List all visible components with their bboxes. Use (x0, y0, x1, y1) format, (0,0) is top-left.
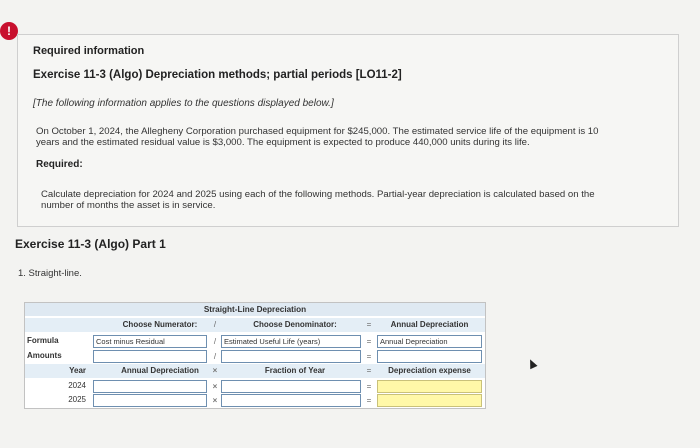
problem-paragraph: On October 1, 2024, the Allegheny Corporation purchased equipment for $245,000. The estimated service life of the equipment is 10 years and the estimated residual value is $3,000. The equipment is expected to produce 440,000 units during its life. (36, 126, 599, 148)
part-title: Exercise 11-3 (Algo) Part 1 (15, 237, 166, 251)
dep-expense-2025-input[interactable] (377, 394, 482, 407)
equals-op: = (366, 320, 372, 329)
result-amount-input[interactable] (377, 350, 482, 363)
result-select[interactable]: Annual Depreciation (377, 335, 482, 348)
denominator-select[interactable]: Estimated Useful Life (years) (221, 335, 361, 348)
required-label: Required: (36, 159, 83, 170)
numerator-select[interactable]: Cost minus Residual (93, 335, 207, 348)
dep-expense-2024-input[interactable] (377, 380, 482, 393)
row-label-formula: Formula (27, 336, 59, 345)
year-2025-label: 2025 (25, 393, 92, 407)
required-information-panel (17, 34, 679, 227)
alert-icon: ! (0, 22, 18, 40)
equals-op: = (366, 337, 372, 346)
times-op: × (212, 366, 218, 375)
row-label-amounts: Amounts (27, 351, 62, 360)
times-op: × (212, 382, 218, 391)
equals-op: = (366, 382, 372, 391)
fraction-header: Fraction of Year (264, 366, 326, 375)
annual-dep-2025-input[interactable] (93, 394, 207, 407)
item-label: 1. Straight-line. (18, 268, 82, 279)
annual-dep-2024-input[interactable] (93, 380, 207, 393)
info-intro: [The following information applies to the questions displayed below.] (33, 98, 334, 109)
times-op: × (212, 396, 218, 405)
cursor-icon (526, 358, 537, 370)
denominator-header: Choose Denominator: (253, 320, 337, 329)
divide-op: / (213, 320, 217, 329)
denominator-amount-input[interactable] (221, 350, 361, 363)
fraction-2024-input[interactable] (221, 380, 361, 393)
year-2024-label: 2024 (25, 379, 92, 393)
annual-dep-header: Annual Depreciation (121, 366, 199, 375)
equals-op: = (366, 352, 372, 361)
straight-line-table (24, 302, 486, 409)
divide-op: / (213, 352, 217, 361)
fraction-2025-input[interactable] (221, 394, 361, 407)
divide-op: / (213, 337, 217, 346)
numerator-amount-input[interactable] (93, 350, 207, 363)
dep-expense-header: Depreciation expense (388, 366, 471, 375)
equals-op: = (366, 366, 372, 375)
instructions-text: Calculate depreciation for 2024 and 2025 using each of the following methods. Partial-year depreciation is calculated based on the number of months the asset is in service. (41, 189, 595, 211)
row-label-year: Year (25, 364, 92, 378)
exercise-title: Exercise 11-3 (Algo) Depreciation methods; partial periods [LO11-2] (33, 69, 402, 81)
info-heading: Required information (33, 45, 145, 57)
table-title: Straight-Line Depreciation (25, 303, 485, 316)
numerator-header: Choose Numerator: (122, 320, 198, 329)
equals-op: = (366, 396, 372, 405)
result-header: Annual Depreciation (390, 320, 469, 329)
